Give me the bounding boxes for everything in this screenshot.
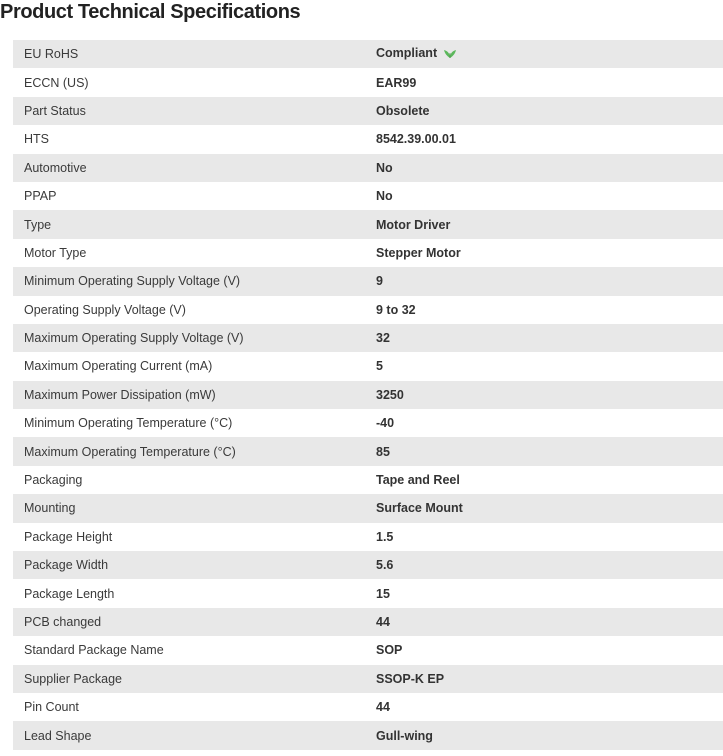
spec-label: Supplier Package xyxy=(13,665,376,693)
spec-label: Automotive xyxy=(13,154,376,182)
spec-row xyxy=(13,665,723,693)
spec-value-cell xyxy=(376,324,723,352)
spec-value: No xyxy=(376,189,393,204)
spec-value-cell xyxy=(376,608,723,636)
spec-value: 8542.39.00.01 xyxy=(376,132,456,147)
spec-value-cell xyxy=(376,665,723,693)
spec-label: Maximum Power Dissipation (mW) xyxy=(13,381,376,409)
spec-value-cell xyxy=(376,154,723,182)
spec-label: Motor Type xyxy=(13,239,376,267)
spec-label: Minimum Operating Supply Voltage (V) xyxy=(13,267,376,295)
spec-row xyxy=(13,721,723,749)
spec-value: Surface Mount xyxy=(376,501,463,516)
spec-value-cell xyxy=(376,40,723,68)
spec-value: Obsolete xyxy=(376,103,430,118)
spec-label: Maximum Operating Temperature (°C) xyxy=(13,437,376,465)
spec-value: -40 xyxy=(376,416,395,431)
spec-value: Motor Driver xyxy=(376,217,451,232)
spec-value: Gull-wing xyxy=(376,728,433,743)
spec-row xyxy=(13,494,723,522)
spec-label: EU RoHS xyxy=(13,40,376,68)
spec-row xyxy=(13,608,723,636)
spec-value-cell xyxy=(376,636,723,664)
spec-value: 44 xyxy=(376,700,390,715)
spec-value-cell xyxy=(376,182,723,210)
spec-value: EAR99 xyxy=(376,75,417,90)
spec-label: Packaging xyxy=(13,466,376,494)
spec-value-cell xyxy=(376,437,723,465)
spec-value-cell xyxy=(376,579,723,607)
spec-value: Tape and Reel xyxy=(376,473,460,488)
spec-table-body xyxy=(13,40,723,750)
spec-row xyxy=(13,125,723,153)
spec-value-cell xyxy=(376,551,723,579)
spec-value-cell xyxy=(376,409,723,437)
spec-value-cell xyxy=(376,381,723,409)
spec-label: Operating Supply Voltage (V) xyxy=(13,296,376,324)
spec-label: Lead Shape xyxy=(13,721,376,749)
spec-label: Package Length xyxy=(13,579,376,607)
spec-label: ECCN (US) xyxy=(13,68,376,96)
spec-row xyxy=(13,182,723,210)
spec-label: Part Status xyxy=(13,97,376,125)
spec-row xyxy=(13,296,723,324)
spec-row xyxy=(13,68,723,96)
spec-value-cell xyxy=(376,693,723,721)
spec-value-cell xyxy=(376,494,723,522)
spec-label: Package Width xyxy=(13,551,376,579)
spec-label: PCB changed xyxy=(13,608,376,636)
spec-label: Pin Count xyxy=(13,693,376,721)
spec-row xyxy=(13,154,723,182)
spec-value-cell xyxy=(376,125,723,153)
spec-label: Package Height xyxy=(13,523,376,551)
spec-row xyxy=(13,324,723,352)
spec-value: 32 xyxy=(376,331,390,346)
spec-value: Stepper Motor xyxy=(376,245,461,260)
spec-value: 15 xyxy=(376,586,390,601)
spec-value-cell xyxy=(376,239,723,267)
spec-value-cell xyxy=(376,466,723,494)
spec-value: 5.6 xyxy=(376,558,394,573)
spec-row xyxy=(13,551,723,579)
spec-row xyxy=(13,352,723,380)
spec-row xyxy=(13,579,723,607)
spec-table xyxy=(13,40,723,750)
spec-value: 9 xyxy=(376,274,383,289)
spec-value-cell xyxy=(376,296,723,324)
spec-label: Maximum Operating Supply Voltage (V) xyxy=(13,324,376,352)
spec-value: 3250 xyxy=(376,387,404,402)
spec-label: Mounting xyxy=(13,494,376,522)
page-title: Product Technical Specifications xyxy=(0,1,301,23)
spec-label: Standard Package Name xyxy=(13,636,376,664)
spec-value: SSOP-K EP xyxy=(376,671,445,686)
spec-value: 85 xyxy=(376,444,390,459)
spec-row xyxy=(13,693,723,721)
spec-value-cell xyxy=(376,97,723,125)
spec-row xyxy=(13,267,723,295)
spec-value-cell xyxy=(376,352,723,380)
spec-value: Compliant xyxy=(376,46,438,61)
spec-label: Minimum Operating Temperature (°C) xyxy=(13,409,376,437)
spec-value-cell xyxy=(376,210,723,238)
spec-row xyxy=(13,381,723,409)
leaf-icon xyxy=(443,47,457,62)
spec-value-cell xyxy=(376,721,723,749)
spec-label: PPAP xyxy=(13,182,376,210)
spec-row xyxy=(13,409,723,437)
spec-row xyxy=(13,523,723,551)
spec-value: SOP xyxy=(376,643,403,658)
spec-label: Maximum Operating Current (mA) xyxy=(13,352,376,380)
spec-row xyxy=(13,40,723,68)
spec-row xyxy=(13,466,723,494)
spec-value: 9 to 32 xyxy=(376,302,416,317)
spec-row xyxy=(13,239,723,267)
spec-value-cell xyxy=(376,68,723,96)
spec-value-cell xyxy=(376,523,723,551)
spec-value-cell xyxy=(376,267,723,295)
spec-row xyxy=(13,636,723,664)
spec-value: 1.5 xyxy=(376,529,394,544)
spec-row xyxy=(13,97,723,125)
spec-value: No xyxy=(376,160,393,175)
spec-label: HTS xyxy=(13,125,376,153)
spec-row xyxy=(13,437,723,465)
spec-value: 5 xyxy=(376,359,383,374)
spec-row xyxy=(13,210,723,238)
spec-label: Type xyxy=(13,210,376,238)
spec-value: 44 xyxy=(376,615,390,629)
